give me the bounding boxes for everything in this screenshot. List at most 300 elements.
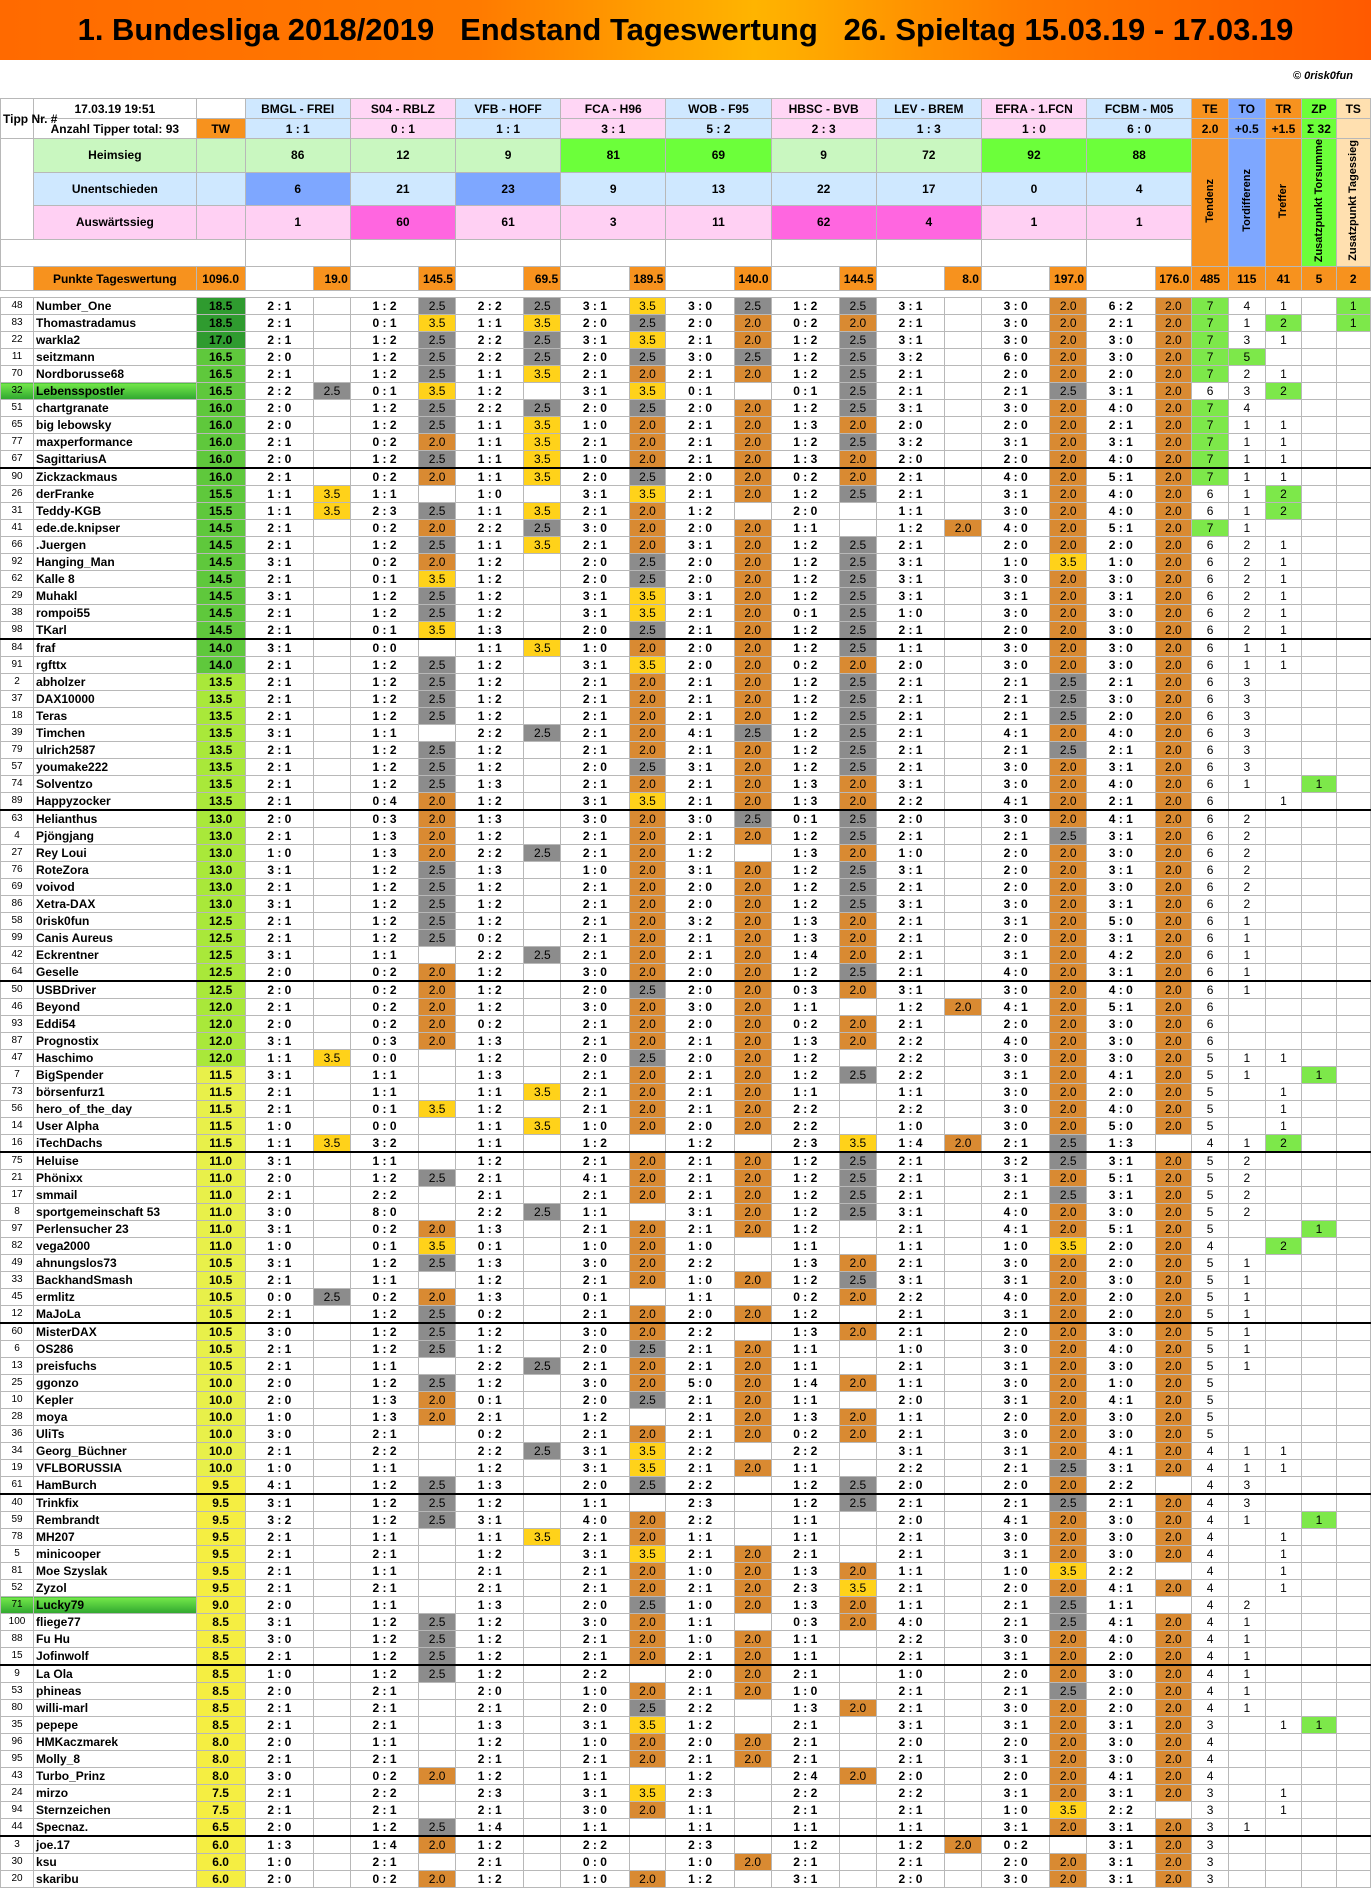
tip-value: 2 : 2	[455, 845, 523, 862]
ts-value	[1336, 1871, 1370, 1888]
tip-value: 1 : 0	[561, 1118, 629, 1135]
tip-value: 2 : 1	[876, 1648, 944, 1666]
tr-value	[1265, 1204, 1302, 1221]
tip-points: 2.0	[1155, 1409, 1192, 1426]
tipp-number: 82	[1, 1238, 34, 1255]
tip-value: 2 : 2	[876, 793, 944, 811]
tip-value: 1 : 4	[455, 1819, 523, 1837]
te-value: 7	[1192, 366, 1229, 383]
extra-code-header: ZP	[1302, 99, 1336, 119]
tip-value: 1 : 1	[561, 1768, 629, 1785]
points-spacer-cell	[876, 267, 944, 291]
tip-points: 2.0	[840, 1563, 877, 1580]
stat-value: 81	[561, 139, 666, 173]
tipp-number: 19	[1, 1460, 34, 1477]
player-name: Kalle 8	[34, 571, 197, 588]
table-row	[1, 1170, 1371, 1187]
zp-value	[1302, 366, 1336, 383]
tip-points: 2.0	[1155, 1016, 1192, 1033]
tip-value: 1 : 2	[455, 554, 523, 571]
player-name: Rey Loui	[34, 845, 197, 862]
tw-score: 6.0	[196, 1871, 245, 1888]
tip-points: 2.0	[629, 1272, 666, 1289]
tip-points: 2.0	[840, 657, 877, 674]
tipp-number: 84	[1, 639, 34, 657]
tip-value: 2 : 1	[666, 947, 734, 964]
tip-points	[945, 1323, 982, 1341]
tipp-number: 73	[1, 1084, 34, 1101]
tip-points	[314, 1272, 351, 1289]
tip-value: 2 : 1	[876, 1751, 944, 1768]
tip-value: 2 : 1	[876, 1683, 944, 1700]
ts-value	[1336, 366, 1370, 383]
tip-points	[629, 1768, 666, 1785]
stat-value: 69	[666, 139, 771, 173]
tip-points: 2.0	[629, 1084, 666, 1101]
te-value: 4	[1192, 1597, 1229, 1614]
tip-points: 2.0	[629, 674, 666, 691]
tip-value: 2 : 2	[1087, 1477, 1155, 1495]
to-value: 2	[1228, 845, 1265, 862]
to-value: 1	[1228, 1614, 1265, 1631]
table-row	[1, 315, 1371, 332]
tip-points	[734, 1700, 771, 1717]
tip-value: 3 : 1	[981, 913, 1049, 930]
tip-points: 2.0	[629, 1563, 666, 1580]
tr-value: 1	[1265, 622, 1302, 640]
tip-value: 3 : 1	[561, 1546, 629, 1563]
tip-points	[314, 1118, 351, 1135]
tip-points	[524, 1050, 561, 1067]
game-points: 176.0	[1155, 267, 1192, 291]
tip-points	[945, 1033, 982, 1050]
tip-value: 2 : 0	[876, 657, 944, 674]
tip-value: 2 : 1	[561, 434, 629, 451]
zp-value	[1302, 862, 1336, 879]
tip-points	[524, 879, 561, 896]
table-row	[1, 1529, 1371, 1546]
tip-value: 2 : 1	[245, 793, 313, 811]
extra-sum: 485	[1192, 267, 1229, 291]
tw-score: 11.5	[196, 1135, 245, 1153]
spacer-cell	[1087, 239, 1192, 267]
player-name: derFranke	[34, 486, 197, 503]
player-name: Heluise	[34, 1152, 197, 1170]
tip-value: 3 : 1	[561, 588, 629, 605]
tip-points	[840, 1785, 877, 1802]
tip-value: 2 : 1	[666, 1187, 734, 1204]
tipp-number: 95	[1, 1751, 34, 1768]
tip-points: 2.0	[734, 930, 771, 947]
tip-value: 1 : 2	[350, 674, 418, 691]
tip-points	[840, 503, 877, 520]
zp-value	[1302, 879, 1336, 896]
player-name: Muhakl	[34, 588, 197, 605]
zp-value	[1302, 1033, 1336, 1050]
tip-value: 2 : 1	[666, 1683, 734, 1700]
tip-points	[524, 1494, 561, 1512]
stat-label: Heimsieg	[34, 139, 197, 173]
tip-points: 2.5	[419, 657, 456, 674]
extra-label-vertical	[1336, 139, 1370, 267]
tip-points: 2.0	[734, 828, 771, 845]
tw-score: 8.5	[196, 1614, 245, 1631]
tip-value: 3 : 0	[981, 315, 1049, 332]
tip-value: 1 : 2	[771, 1170, 839, 1187]
tip-value: 1 : 2	[771, 708, 839, 725]
player-name: rompoi55	[34, 605, 197, 622]
tip-points: 2.0	[419, 999, 456, 1016]
zp-value	[1302, 1050, 1336, 1067]
tip-value: 2 : 1	[561, 366, 629, 383]
tip-points: 2.0	[1050, 1204, 1087, 1221]
ts-value	[1336, 1683, 1370, 1700]
tip-value: 2 : 1	[666, 674, 734, 691]
tip-points: 2.0	[1155, 759, 1192, 776]
tip-points	[314, 828, 351, 845]
zp-value	[1302, 1323, 1336, 1341]
tipp-number: 41	[1, 520, 34, 537]
tip-value: 2 : 0	[666, 1306, 734, 1324]
tip-points: 2.0	[1050, 417, 1087, 434]
tip-value: 1 : 1	[771, 520, 839, 537]
tip-value: 2 : 1	[666, 1546, 734, 1563]
tip-value: 3 : 0	[666, 999, 734, 1016]
tip-value: 1 : 0	[561, 862, 629, 879]
player-name: BigSpender	[34, 1067, 197, 1084]
tip-points: 2.0	[1050, 1084, 1087, 1101]
tip-value: 1 : 3	[771, 417, 839, 434]
table-row	[1, 400, 1371, 417]
player-name: ggonzo	[34, 1375, 197, 1392]
tip-points: 2.0	[734, 1341, 771, 1358]
tip-points	[419, 1187, 456, 1204]
tip-value: 1 : 2	[455, 913, 523, 930]
tip-points: 3.5	[314, 1135, 351, 1153]
tip-points	[524, 964, 561, 982]
tw-score: 12.0	[196, 1016, 245, 1033]
tip-points: 3.5	[629, 605, 666, 622]
tip-points	[524, 1785, 561, 1802]
to-value: 1	[1228, 1289, 1265, 1306]
ts-value	[1336, 879, 1370, 896]
tip-value: 2 : 1	[245, 1529, 313, 1546]
tip-points: 2.0	[1050, 964, 1087, 982]
tip-value: 2 : 1	[876, 742, 944, 759]
player-name: ede.de.knipser	[34, 520, 197, 537]
tip-points	[945, 1101, 982, 1118]
tip-points	[314, 1375, 351, 1392]
tip-value: 2 : 0	[666, 896, 734, 913]
tipp-number: 52	[1, 1580, 34, 1597]
tr-value: 1	[1265, 468, 1302, 486]
te-value: 5	[1192, 1289, 1229, 1306]
tip-value: 2 : 0	[876, 451, 944, 469]
tip-points: 2.0	[419, 793, 456, 811]
tip-value: 0 : 2	[771, 468, 839, 486]
tip-points: 2.0	[734, 1392, 771, 1409]
tip-value: 2 : 0	[1087, 708, 1155, 725]
tip-points: 2.0	[734, 913, 771, 930]
tip-points: 2.5	[629, 400, 666, 417]
tw-score: 11.5	[196, 1101, 245, 1118]
tw-score: 11.0	[196, 1221, 245, 1238]
stat-value: 72	[876, 139, 981, 173]
tip-points: 2.0	[1155, 554, 1192, 571]
tip-points	[840, 1341, 877, 1358]
tip-points: 2.0	[1050, 1717, 1087, 1734]
player-name: Georg_Büchner	[34, 1443, 197, 1460]
tip-value: 3 : 0	[981, 1084, 1049, 1101]
tw-score: 8.5	[196, 1648, 245, 1666]
tip-value: 1 : 2	[455, 1341, 523, 1358]
table-row	[1, 1067, 1371, 1084]
tip-points: 2.0	[734, 1050, 771, 1067]
tip-value: 1 : 2	[350, 537, 418, 554]
tip-points: 2.0	[629, 451, 666, 469]
tipp-number: 57	[1, 759, 34, 776]
player-name: mirzo	[34, 1785, 197, 1802]
tw-score: 16.0	[196, 451, 245, 469]
to-value: 1	[1228, 1631, 1265, 1648]
game-name-header: FCA - H96	[561, 99, 666, 119]
tip-value: 3 : 0	[981, 1426, 1049, 1443]
tip-value: 3 : 1	[981, 1067, 1049, 1084]
tw-score: 8.0	[196, 1751, 245, 1768]
tip-value: 3 : 1	[1087, 862, 1155, 879]
tip-points	[524, 810, 561, 828]
tip-points	[524, 1375, 561, 1392]
tw-score: 14.0	[196, 657, 245, 674]
tip-value: 3 : 0	[981, 1050, 1049, 1067]
ts-value	[1336, 1546, 1370, 1563]
zp-value: 1	[1302, 776, 1336, 793]
table-row	[1, 1751, 1371, 1768]
tip-points: 2.5	[419, 1494, 456, 1512]
te-value: 6	[1192, 742, 1229, 759]
tip-value: 1 : 2	[771, 742, 839, 759]
tip-value: 2 : 1	[245, 1717, 313, 1734]
tip-points: 3.5	[419, 383, 456, 400]
te-value: 3	[1192, 1785, 1229, 1802]
tipp-number: 49	[1, 1255, 34, 1272]
te-value: 6	[1192, 486, 1229, 503]
tip-points	[734, 1529, 771, 1546]
tip-points	[314, 999, 351, 1016]
tip-value: 1 : 1	[455, 537, 523, 554]
tip-points: 2.0	[1050, 1392, 1087, 1409]
tip-points: 2.0	[1050, 366, 1087, 383]
zp-value	[1302, 639, 1336, 657]
tip-points: 2.0	[1155, 622, 1192, 640]
tip-value: 0 : 1	[350, 315, 418, 332]
player-name: Trinkfix	[34, 1494, 197, 1512]
tip-value: 1 : 2	[350, 1614, 418, 1631]
to-value: 5	[1228, 349, 1265, 366]
tip-points: 2.0	[840, 793, 877, 811]
to-value: 1	[1228, 930, 1265, 947]
te-value: 6	[1192, 810, 1229, 828]
player-name: Number_One	[34, 298, 197, 315]
tip-points: 2.0	[734, 417, 771, 434]
tip-value: 0 : 2	[350, 468, 418, 486]
tip-points: 2.0	[1050, 1785, 1087, 1802]
tip-value: 6 : 2	[1087, 298, 1155, 315]
tip-value: 3 : 0	[666, 810, 734, 828]
tip-points: 2.0	[629, 1101, 666, 1118]
tr-value	[1265, 862, 1302, 879]
tipp-number: 37	[1, 691, 34, 708]
tip-points	[524, 1648, 561, 1666]
tip-points	[314, 1238, 351, 1255]
tip-points	[314, 947, 351, 964]
tr-value	[1265, 1255, 1302, 1272]
tip-value: 1 : 2	[771, 486, 839, 503]
tip-points	[314, 1187, 351, 1204]
tip-points: 3.5	[524, 468, 561, 486]
tip-points	[734, 1238, 771, 1255]
zp-value	[1302, 691, 1336, 708]
tip-points: 2.0	[840, 1426, 877, 1443]
table-row	[1, 1238, 1371, 1255]
tip-value: 1 : 1	[350, 1460, 418, 1477]
tip-points: 2.0	[1155, 1819, 1192, 1837]
tip-value: 2 : 0	[245, 1819, 313, 1837]
te-value: 7	[1192, 520, 1229, 537]
tip-points	[1155, 1597, 1192, 1614]
tip-points	[314, 588, 351, 605]
tip-value: 2 : 1	[876, 1580, 944, 1597]
tr-value: 1	[1265, 1460, 1302, 1477]
tip-points: 2.5	[524, 349, 561, 366]
tip-value: 2 : 0	[455, 1683, 523, 1700]
table-row	[1, 1375, 1371, 1392]
tip-points	[945, 1084, 982, 1101]
zp-value	[1302, 1768, 1336, 1785]
tip-points	[945, 451, 982, 469]
tip-value: 1 : 2	[666, 1135, 734, 1153]
te-value: 7	[1192, 400, 1229, 417]
tip-points: 2.0	[629, 1358, 666, 1375]
tip-value: 3 : 1	[1087, 1187, 1155, 1204]
tip-points: 2.0	[1050, 981, 1087, 999]
tip-points	[314, 1477, 351, 1495]
tip-value: 4 : 0	[981, 520, 1049, 537]
tip-value: 2 : 0	[981, 879, 1049, 896]
tip-points: 2.0	[629, 1683, 666, 1700]
te-value: 6	[1192, 930, 1229, 947]
tip-points: 2.5	[419, 930, 456, 947]
tip-points: 2.5	[524, 520, 561, 537]
tip-value: 1 : 0	[245, 1238, 313, 1255]
tip-value: 2 : 1	[981, 1683, 1049, 1700]
tip-points	[734, 1443, 771, 1460]
tip-value: 2 : 2	[876, 1289, 944, 1306]
stat-value: 1	[1087, 206, 1192, 240]
tip-points	[314, 759, 351, 776]
tip-value: 3 : 0	[561, 964, 629, 982]
tip-points	[840, 1683, 877, 1700]
tip-value: 2 : 0	[666, 468, 734, 486]
ts-value	[1336, 947, 1370, 964]
tip-points: 2.5	[419, 451, 456, 469]
player-name: Eddi54	[34, 1016, 197, 1033]
tip-value: 1 : 2	[455, 1323, 523, 1341]
tip-points: 2.0	[1155, 1443, 1192, 1460]
tip-points	[734, 1717, 771, 1734]
tip-value: 2 : 1	[876, 1323, 944, 1341]
tw-score: 14.5	[196, 605, 245, 622]
tip-points	[524, 1426, 561, 1443]
tip-value: 2 : 0	[876, 1734, 944, 1751]
tip-points: 2.5	[840, 1187, 877, 1204]
tip-value: 3 : 1	[561, 486, 629, 503]
tip-value: 1 : 3	[1087, 1135, 1155, 1153]
tip-value: 3 : 0	[1087, 691, 1155, 708]
te-value: 5	[1192, 1392, 1229, 1409]
tip-value: 4 : 0	[1087, 981, 1155, 999]
tip-value: 2 : 0	[876, 417, 944, 434]
tip-value: 2 : 1	[771, 1546, 839, 1563]
tip-points	[945, 947, 982, 964]
tip-points: 2.5	[840, 366, 877, 383]
tip-value: 1 : 3	[771, 1033, 839, 1050]
tip-points: 2.0	[945, 520, 982, 537]
tip-value: 1 : 1	[771, 1648, 839, 1666]
tr-value	[1265, 742, 1302, 759]
tip-value: 3 : 0	[981, 1375, 1049, 1392]
tip-points	[314, 1323, 351, 1341]
tip-points	[945, 776, 982, 793]
ts-value	[1336, 1152, 1370, 1170]
tip-value: 2 : 0	[981, 451, 1049, 469]
tip-points: 2.0	[629, 1529, 666, 1546]
tr-value: 2	[1265, 486, 1302, 503]
tip-value: 2 : 1	[876, 622, 944, 640]
to-value: 1	[1228, 1135, 1265, 1153]
ts-value	[1336, 862, 1370, 879]
tip-points: 2.0	[734, 759, 771, 776]
tip-points	[314, 1460, 351, 1477]
tipper-total-label: Anzahl Tipper total: 93	[34, 119, 197, 139]
to-value: 3	[1228, 691, 1265, 708]
extra-value-header: Σ 32	[1302, 119, 1336, 139]
tip-value: 1 : 1	[876, 1084, 944, 1101]
tip-value: 2 : 1	[876, 691, 944, 708]
tip-points	[314, 1734, 351, 1751]
to-value	[1228, 1854, 1265, 1871]
tip-value: 0 : 3	[771, 1614, 839, 1631]
tip-value: 4 : 0	[1087, 1631, 1155, 1648]
tip-value: 2 : 0	[245, 1392, 313, 1409]
player-name: Beyond	[34, 999, 197, 1016]
tip-value: 5 : 0	[1087, 1118, 1155, 1135]
zp-value	[1302, 1135, 1336, 1153]
tip-points: 2.0	[1155, 896, 1192, 913]
game-name-header: S04 - RBLZ	[350, 99, 455, 119]
tip-points: 2.5	[1050, 691, 1087, 708]
tip-points: 2.0	[840, 468, 877, 486]
tip-points: 2.0	[1155, 417, 1192, 434]
tip-value: 3 : 0	[981, 1631, 1049, 1648]
tip-value: 2 : 0	[1087, 1084, 1155, 1101]
tip-value: 2 : 4	[771, 1768, 839, 1785]
tipp-number: 89	[1, 793, 34, 811]
tip-points	[945, 622, 982, 640]
tip-value: 3 : 1	[981, 1306, 1049, 1324]
tip-points: 2.0	[1155, 1512, 1192, 1529]
tip-value: 1 : 2	[455, 1152, 523, 1170]
